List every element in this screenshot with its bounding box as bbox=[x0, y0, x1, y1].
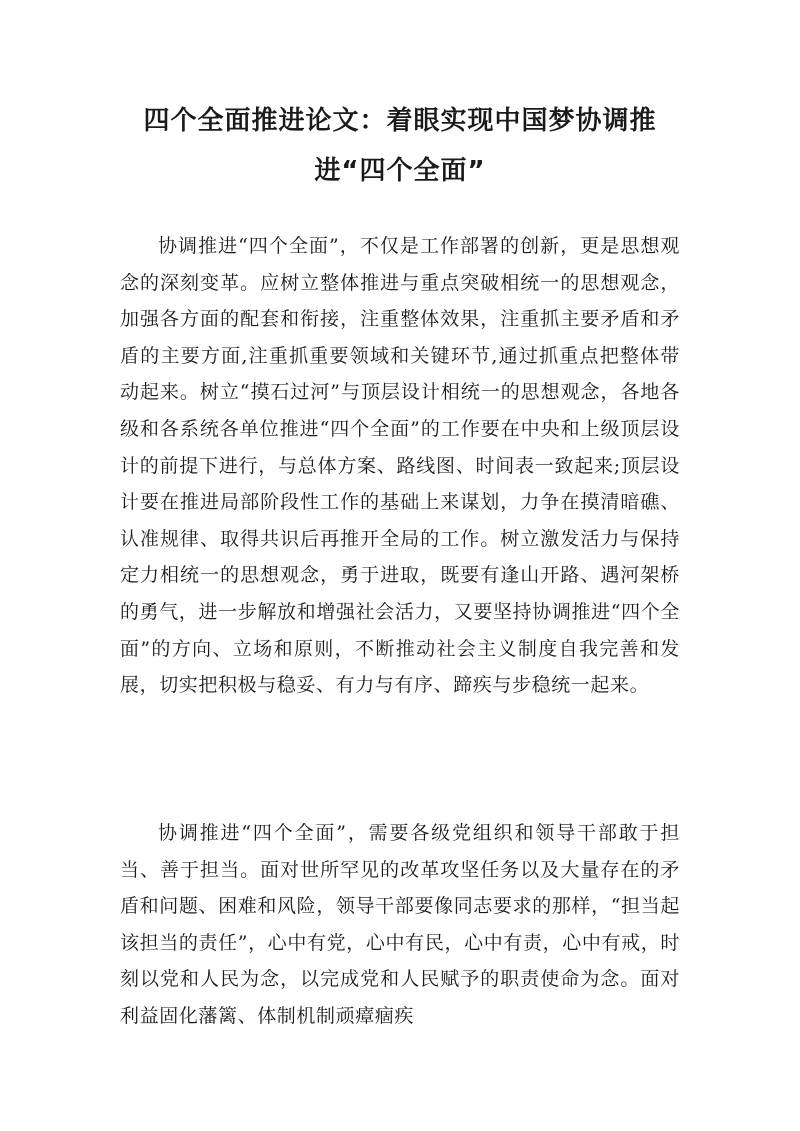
paragraph-1: 协调推进“四个全面”，不仅是工作部署的创新，更是思想观念的深刻变革。应树立整体推进与重点突破相统一的思想观念，加强各方面的配套和衔接，注重整体效果，注重抓主要矛盾和矛盾的主要方面,注重抓重要领域和关键环节,通过抓重点把整体带动起来。树立“摸石过河”与顶层设计相统一的思想观念，各地各级和各系统各单位推进“四个全面”的工作要在中央和上级顶层设计的前提下进行，与总体方案、路线图、时间表一致起来;顶层设计要在推进局部阶段性工作的基础上来谋划，力争在摸清暗礁、认准规律、取得共识后再推开全局的工作。树立激发活力与保持定力相统一的思想观念，勇于进取，既要有逢山开路、遇河架桥的勇气，进一步解放和增强社会活力，又要坚持协调推进“四个全面”的方向、立场和原则，不断推动社会主义制度自我完善和发展，切实把积极与稳妥、有力与有序、蹄疾与步稳统一起来。 bbox=[120, 235, 680, 697]
document-title: 四个全面推进论文：着眼实现中国梦协调推进“四个全面” bbox=[143, 106, 657, 186]
paragraph-2: 协调推进“四个全面”，需要各级党组织和领导干部敢于担当、善于担当。面对世所罕见的改革攻坚任务以及大量存在的矛盾和问题、困难和风险，领导干部要像同志要求的那样，“担当起该担当的责任”，心中有党，心中有民，心中有责，心中有戒，时刻以党和人民为念，以完成党和人民赋予的职责使命为念。面对利益固化藩篱、体制机制顽瘴痼疾 bbox=[120, 822, 680, 1027]
